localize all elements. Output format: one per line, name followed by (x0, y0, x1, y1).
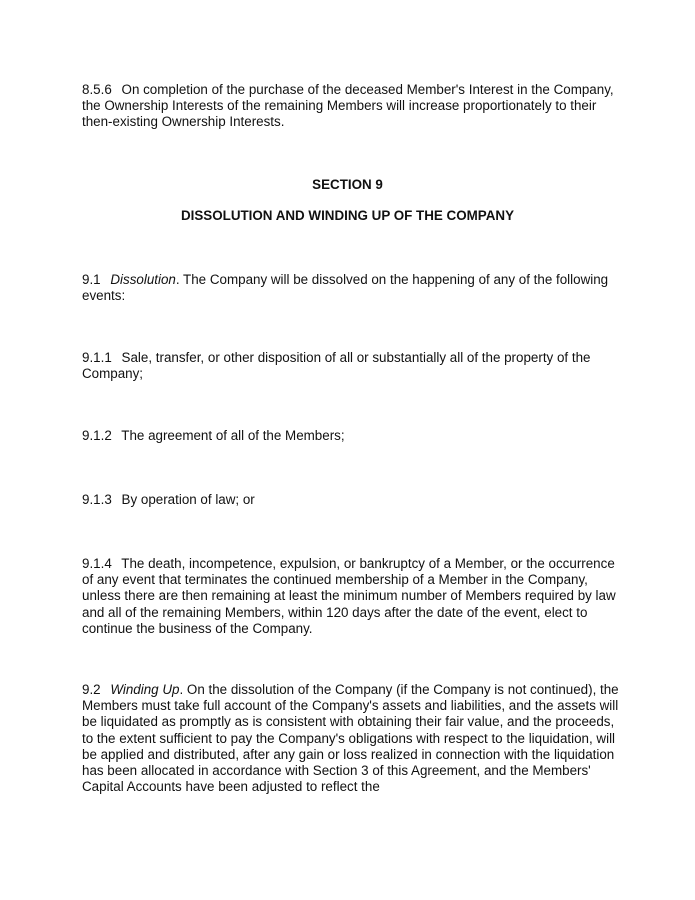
paragraph-number: 9.1.2 (82, 428, 112, 443)
paragraph-text: On completion of the purchase of the deceased Member's Interest in the Company, the Ownership Interests of the remaining Members will increase proportionately to their then-existing Ownership Interests. (82, 82, 614, 130)
paragraph-9-1-4 (82, 556, 627, 637)
paragraph-number: 9.2 (82, 682, 101, 697)
paragraph-9-1-1 (82, 350, 627, 382)
paragraph-number: 9.1.4 (82, 556, 112, 571)
paragraph-text: Sale, transfer, or other disposition of all or substantially all of the property of the Company; (82, 350, 591, 382)
paragraph-caption: Winding Up (110, 682, 180, 697)
paragraph-9-1-3 (82, 492, 627, 508)
paragraph-text: . The Company will be dissolved on the happening of any of the following events: (82, 272, 609, 304)
paragraph-text: By operation of law; or (121, 492, 255, 507)
paragraph-text: . On the dissolution of the Company (if the Company is not continued), the Members must take full account of the Company's assets and liabilities, and the assets will be liquidated as promptly as is consistent with obtaining their fair value, and the proceeds, to the extent sufficient to pay the Company's obligations with respect to the liquidation, will be applied and distributed, after any gain or loss realized in connection with the liquidation has been allocated in accordance with Section 3 of this Agreement, and the Members' Capital Accounts have been adjusted to reflect the (82, 682, 619, 795)
section-heading: SECTION 9 (312, 177, 383, 192)
paragraph-number: 9.1.1 (82, 350, 112, 365)
paragraph-text: The agreement of all of the Members; (121, 428, 345, 443)
paragraph-number: 8.5.6 (82, 82, 112, 97)
paragraph-number: 9.1 (82, 272, 101, 287)
paragraph-8-5-6 (82, 82, 627, 131)
paragraph-9-1 (82, 272, 627, 304)
paragraph-9-2 (82, 682, 627, 795)
paragraph-9-1-2 (82, 428, 627, 444)
section-title: DISSOLUTION AND WINDING UP OF THE COMPANY (180, 208, 515, 223)
paragraph-number: 9.1.3 (82, 492, 112, 507)
paragraph-caption: Dissolution (110, 272, 176, 287)
paragraph-text: The death, incompetence, expulsion, or bankruptcy of a Member, or the occurrence of any event that terminates the continued membership of a Member in the Company, unless there are then remaining at least the minimum number of Members required by law and all of the remaining Members, within 120 days after the date of the event, elect to continue the business of the Company. (82, 556, 616, 636)
